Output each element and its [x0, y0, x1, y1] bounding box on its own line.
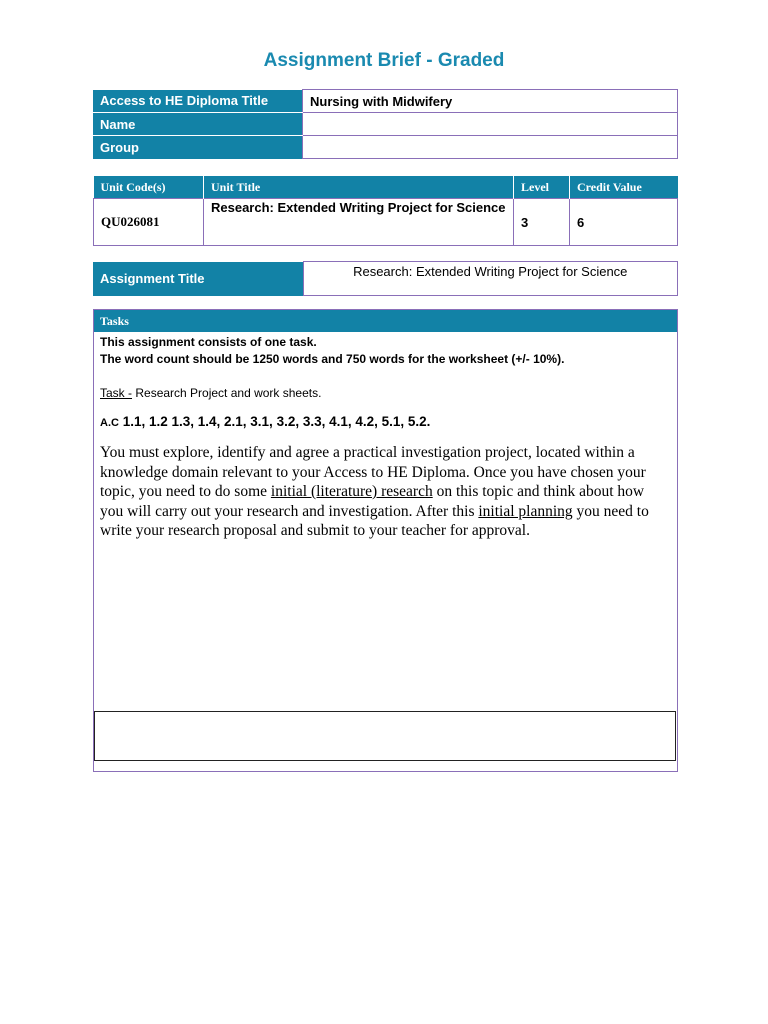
tasks-section	[93, 309, 678, 772]
unit-header-row	[94, 176, 678, 199]
word-count-line: The word count should be 1250 words and 750 words for the worksheet (+/- 10%).	[100, 352, 565, 366]
description-part-1: You must explore, identify and agree a practical investigation project, located within a knowledge domain relevant to your Access to HE Diploma. Once you have chosen your topic, you need to do some	[100, 444, 646, 500]
level-header: Level	[514, 176, 570, 199]
description-part-3: you need to write your research proposal and submit to your teacher for approval.	[100, 502, 649, 539]
tasks-header: Tasks	[94, 310, 677, 332]
description-part-2: on this topic and think about how you will carry out your research and investigation. After this	[100, 483, 645, 520]
assignment-title-value: Research: Extended Writing Project for Science	[303, 262, 678, 296]
name-label: Name	[93, 113, 303, 136]
assignment-row	[93, 262, 678, 296]
unit-code-header: Unit Code(s)	[94, 176, 204, 199]
name-value	[303, 113, 678, 136]
group-row	[93, 136, 678, 159]
ac-prefix: A.C	[100, 417, 119, 429]
unit-credit: 6	[570, 199, 678, 246]
initial-research-text: initial (literature) research	[270, 483, 433, 500]
assignment-title-table	[93, 261, 678, 296]
empty-notes-box	[94, 711, 676, 761]
group-label: Group	[93, 136, 303, 159]
unit-table	[93, 176, 678, 246]
group-value	[303, 136, 678, 159]
unit-code: QU026081	[94, 199, 204, 246]
task-count-line: This assignment consists of one task.	[100, 335, 317, 349]
tasks-body	[94, 332, 677, 541]
initial-planning-text: initial planning	[478, 502, 573, 520]
task-text: Research Project and work sheets.	[132, 386, 322, 400]
diploma-row	[93, 90, 678, 113]
diploma-value: Nursing with Midwifery	[303, 90, 678, 113]
diploma-label: Access to HE Diploma Title	[93, 90, 303, 113]
unit-level: 3	[514, 199, 570, 246]
credit-header: Credit Value	[570, 176, 678, 199]
task-label: Task -	[100, 386, 133, 400]
assignment-title-label: Assignment Title	[93, 262, 303, 296]
unit-title: Research: Extended Writing Project for Science	[204, 199, 514, 246]
unit-row	[94, 199, 678, 246]
ac-list: 1.1, 1.2 1.3, 1.4, 2.1, 3.1, 3.2, 3.3, 4.1, 4.2, 5.1, 5.2.	[118, 414, 431, 429]
name-row	[93, 113, 678, 136]
unit-title-header: Unit Title	[204, 176, 514, 199]
diploma-info-table	[93, 89, 678, 159]
task-description	[100, 443, 671, 541]
task-line	[100, 385, 671, 402]
page-title: Assignment Brief - Graded	[263, 50, 505, 71]
assessment-criteria	[100, 414, 671, 429]
